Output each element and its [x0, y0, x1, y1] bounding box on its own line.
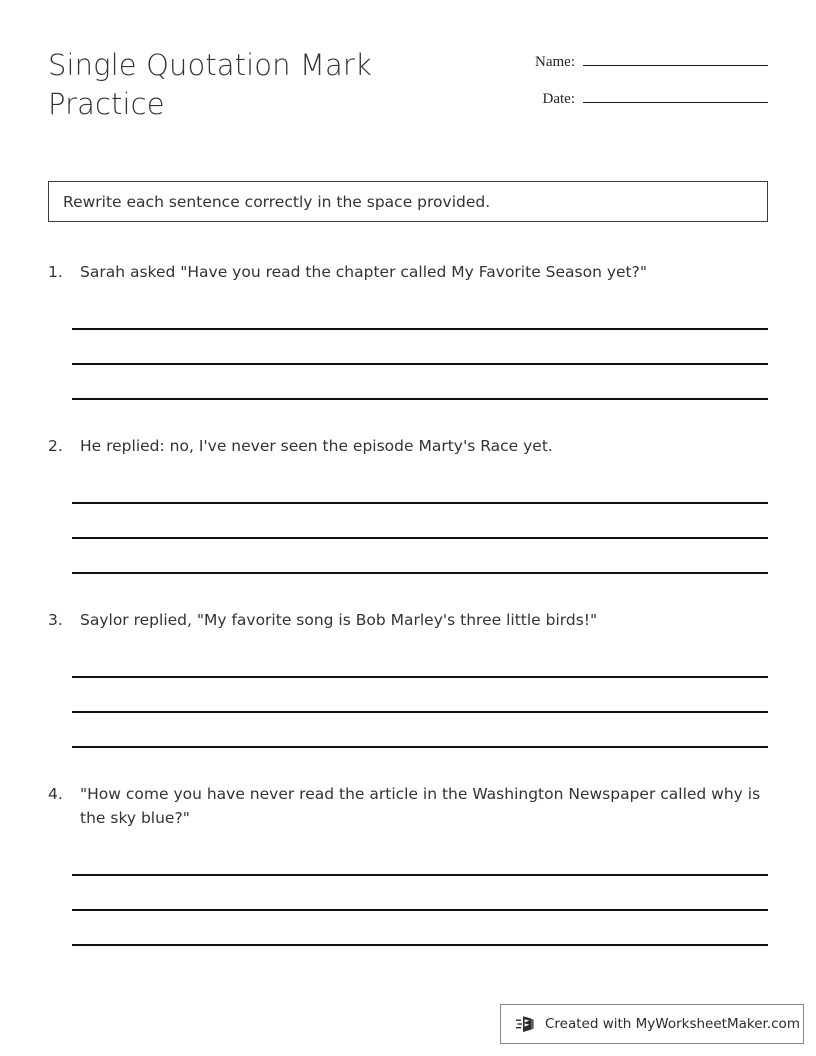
- question-item: [48, 260, 768, 400]
- date-field-row: [523, 87, 768, 108]
- answer-line[interactable]: [72, 911, 768, 946]
- question-sentence: Sarah asked "Have you read the chapter called My Favorite Season yet?": [80, 263, 647, 281]
- answer-lines: [48, 472, 768, 574]
- answer-line[interactable]: [72, 876, 768, 911]
- answer-line[interactable]: [72, 539, 768, 574]
- worksheet-header: [48, 44, 768, 124]
- question-item: [48, 608, 768, 748]
- answer-line[interactable]: [72, 844, 768, 876]
- answer-line[interactable]: [72, 330, 768, 365]
- answer-line[interactable]: [72, 298, 768, 330]
- answer-line[interactable]: [72, 678, 768, 713]
- name-input-rule[interactable]: [583, 50, 768, 66]
- question-text-row: [48, 608, 768, 632]
- question-text-row: [48, 260, 768, 284]
- question-sentence: Saylor replied, "My favorite song is Bob Marley's three little birds!": [80, 611, 598, 630]
- page-title: Single Quotation Mark Practice: [48, 48, 372, 121]
- name-label: Name:: [535, 54, 575, 70]
- question-sentence: "How come you have never read the article in the Washington Newspaper called why is the sky blue?": [80, 785, 761, 828]
- answer-line[interactable]: [72, 646, 768, 678]
- answer-lines: [48, 646, 768, 748]
- question-text-row: [48, 782, 768, 830]
- worksheet-maker-logo-icon: [515, 1013, 537, 1035]
- question-list: [48, 260, 768, 980]
- name-date-fields: [523, 44, 768, 124]
- instruction-box: [48, 181, 768, 222]
- question-item: [48, 782, 768, 946]
- answer-lines: [48, 844, 768, 946]
- question-item: [48, 434, 768, 574]
- question-number: 4.: [48, 785, 63, 804]
- answer-line[interactable]: [72, 713, 768, 748]
- question-text-row: [48, 434, 768, 458]
- answer-lines: [48, 298, 768, 400]
- answer-line[interactable]: [72, 365, 768, 400]
- question-number: 3.: [48, 611, 63, 630]
- answer-line[interactable]: [72, 472, 768, 504]
- question-number: 1.: [48, 263, 63, 281]
- question-sentence: He replied: no, I've never seen the episode Marty's Race yet.: [80, 437, 553, 456]
- footer-text: Created with MyWorksheetMaker.com: [545, 1016, 800, 1032]
- date-label: Date:: [542, 91, 575, 107]
- name-field-row: [523, 50, 768, 71]
- instruction-text: Rewrite each sentence correctly in the space provided.: [63, 192, 491, 211]
- footer-badge[interactable]: [500, 1004, 804, 1044]
- question-number: 2.: [48, 437, 63, 456]
- answer-line[interactable]: [72, 504, 768, 539]
- date-input-rule[interactable]: [583, 87, 768, 103]
